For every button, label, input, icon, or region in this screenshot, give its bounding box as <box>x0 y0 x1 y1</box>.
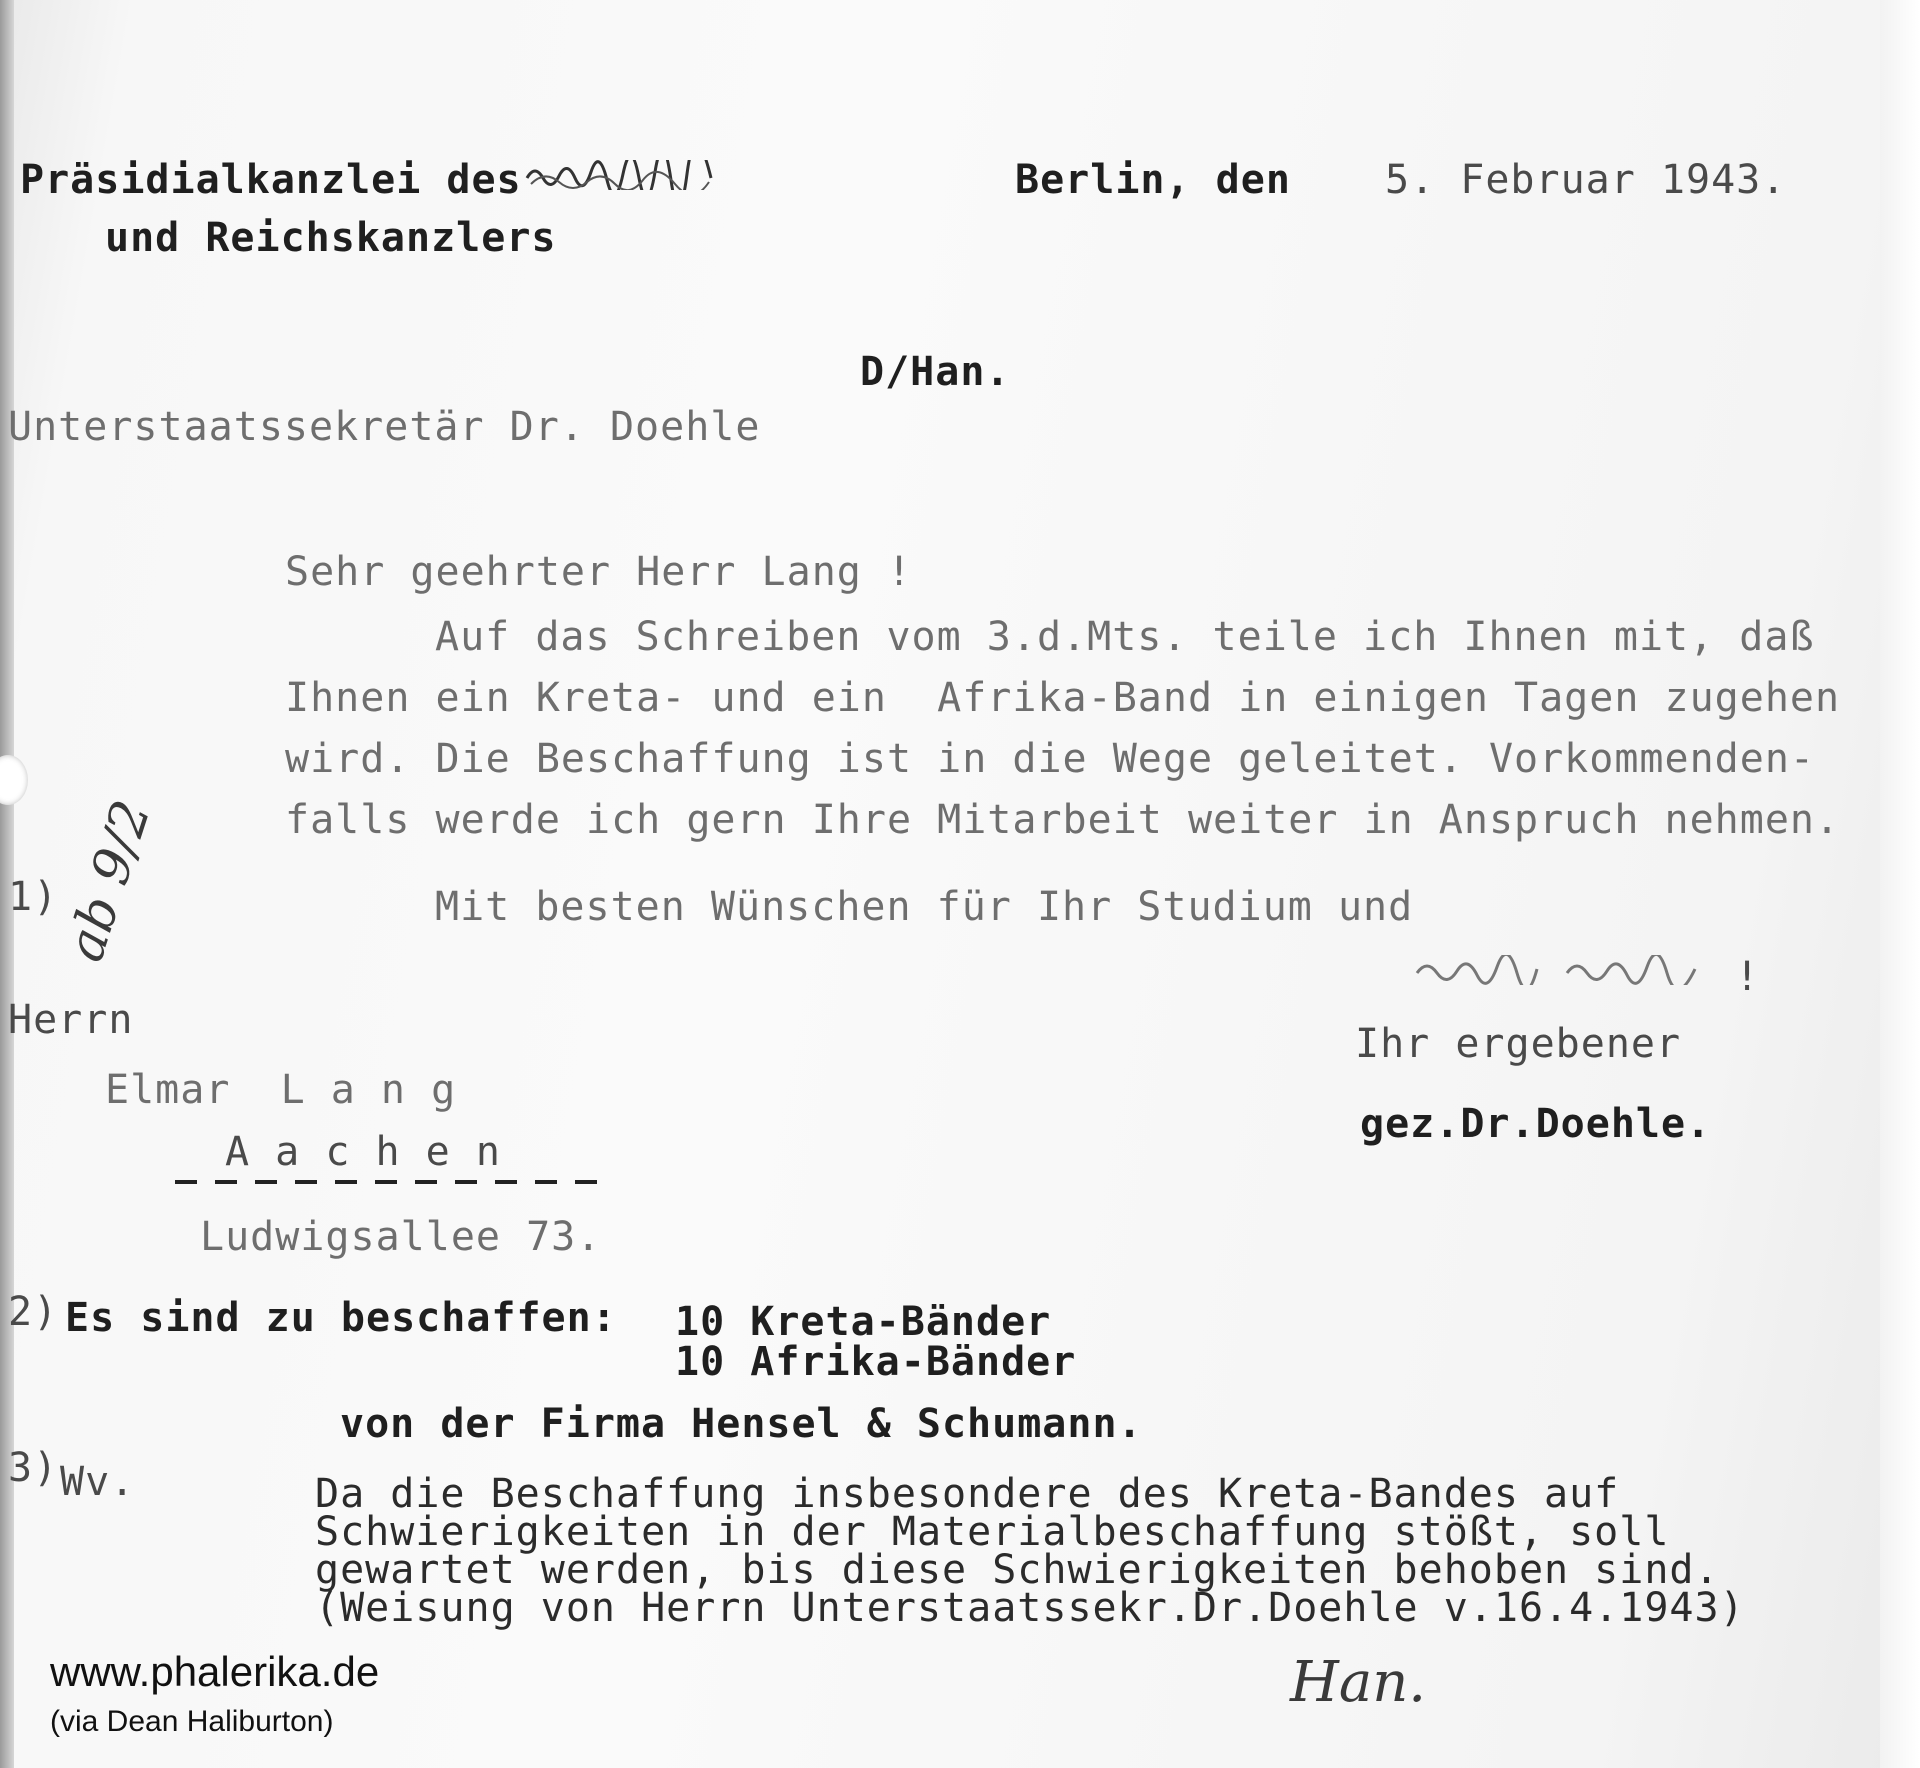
item-3-line-2: Schwierigkeiten in der Materialbeschaffung stößt, soll <box>315 1509 1670 1555</box>
office-line-1: Präsidialkanzlei des <box>20 157 522 203</box>
watermark-credit: (via Dean Haliburton) <box>50 1705 334 1738</box>
letter-regards: Ihr ergebener <box>1355 1021 1682 1067</box>
address-street: Ludwigsallee 73. <box>200 1214 602 1260</box>
letter-salutation: Sehr geehrter Herr Lang ! <box>285 549 913 595</box>
watermark-site: www.phalerika.de <box>50 1648 380 1695</box>
letter-body-line-3: wird. Die Beschaffung ist in die Wege geleitet. Vorkommenden- <box>285 736 1816 782</box>
punch-hole <box>0 755 28 805</box>
item-2-number: 2) <box>8 1289 59 1335</box>
initials-handwritten: Han. <box>1290 1650 1427 1715</box>
item-3-line-1: Da die Beschaffung insbesondere des Kreta-Bandes auf <box>315 1471 1620 1517</box>
page-right-edge <box>1880 0 1920 1768</box>
item-2-entry-1: 10 Kreta-Bänder <box>675 1299 1052 1345</box>
sender-line: Unterstaatssekretär Dr. Doehle <box>8 404 761 450</box>
redaction-scribble <box>525 160 715 190</box>
letter-signature: gez.Dr.Doehle. <box>1360 1101 1712 1147</box>
place-date-label: Berlin, den <box>1015 157 1291 203</box>
item-1-number: 1) <box>8 874 59 920</box>
address-salutation: Herrn <box>8 997 134 1043</box>
address-city: A a c h e n <box>225 1129 501 1175</box>
item-3-line-4: (Weisung von Herrn Unterstaatssekr.Dr.Doehle v.16.4.1943) <box>315 1585 1745 1631</box>
letter-body-line-2: Ihnen ein Kreta- und ein Afrika-Band in einigen Tagen zugehen <box>285 675 1841 721</box>
item-3-line-3: gewartet werden, bis diese Schwierigkeiten behoben sind. <box>315 1547 1720 1593</box>
letter-date: 5. Februar 1943. <box>1385 157 1787 203</box>
office-line-2: und Reichskanzlers <box>105 215 557 261</box>
redaction-scribble-closing <box>1415 955 1715 985</box>
margin-note-handwritten: ab 9/2 <box>55 793 163 969</box>
item-3-number: 3) <box>8 1445 59 1491</box>
item-3-label: Wv. <box>60 1459 136 1505</box>
letter-closing-line: Mit besten Wünschen für Ihr Studium und <box>435 884 1414 930</box>
reference-code: D/Han. <box>860 349 1011 395</box>
address-underline <box>175 1180 605 1184</box>
closing-exclamation: ! <box>1735 954 1761 1000</box>
item-2-supplier: von der Firma Hensel & Schumann. <box>340 1401 1143 1447</box>
address-name: Elmar L a n g <box>105 1067 457 1113</box>
letter-body-line-4: falls werde ich gern Ihre Mitarbeit weiter in Anspruch nehmen. <box>285 797 1841 843</box>
letter-body-line-1: Auf das Schreiben vom 3.d.Mts. teile ich Ihnen mit, daß <box>435 614 1815 660</box>
item-2-entry-2: 10 Afrika-Bänder <box>675 1339 1077 1385</box>
item-2-text: Es sind zu beschaffen: <box>65 1295 617 1341</box>
